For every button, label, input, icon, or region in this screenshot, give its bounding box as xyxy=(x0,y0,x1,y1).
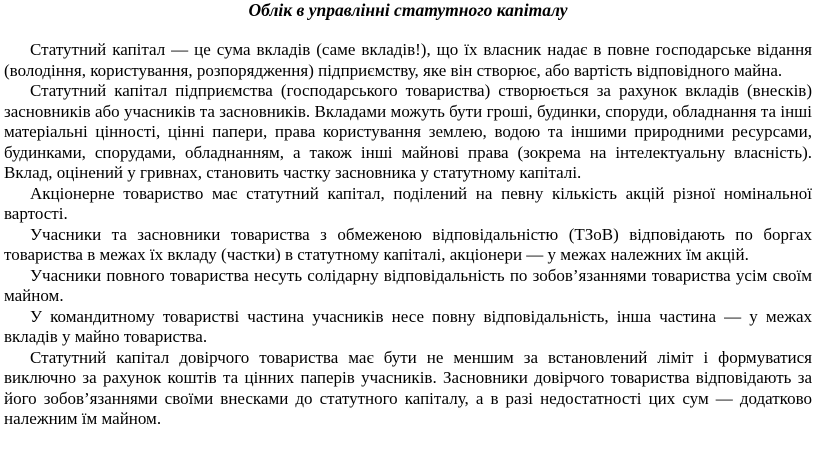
paragraph: Статутний капітал довірчого товариства має бути не меншим за встановлений ліміт і формуватися виключно за рахунок коштів та цінних паперів учасників. Засновники довірчого товариства відповідають за його зобов’язаннями своїми внесками до статутного капіталу, а в разі недостатності цих сум — додатково належним їм майном. xyxy=(4,347,812,428)
paragraph: Акціонерне товариство має статутний капітал, поділений на певну кількість акцій різної номінальної вартості. xyxy=(4,183,812,223)
document-title: Облік в управлінні статутного капіталу xyxy=(248,0,568,20)
document-body xyxy=(4,40,812,430)
paragraph: Учасники та засновники товариства з обмеженою відповідальністю (ТЗоВ) відповідають по боргах товариства в межах їх вкладу (частки) в статутному капіталі, акціонери — у межах належних їм акцій. xyxy=(4,224,812,264)
paragraph: У командитному товаристві частина учасників несе повну відповідальність, інша частина — у межах вкладів у майно товариства. xyxy=(4,306,812,346)
paragraph: Статутний капітал — це сума вкладів (саме вкладів!), що їх власник надає в повне господарське відання (володіння, користування, розпорядження) підприємству, яке він створює, або вартість відповідного майна. xyxy=(4,40,812,80)
paragraph: Статутний капітал підприємства (господарського товариства) створюється за рахунок вкладів (внесків) засновників або учасників та засновників. Вкладами можуть бути гроші, будинки, споруди, обладнання та інші матеріальні цінності, цінні папери, права користування землею, водою та іншими природними ресурсами, будинками, спорудами, обладнанням, а також інші майнові права (зокрема на інтелектуальну власність). Вклад, оцінений у гривнах, становить частку засновника у статутному капіталі. xyxy=(4,81,812,182)
paragraph: Учасники повного товариства несуть солідарну відповідальність по зобов’язаннями товариства усім своїм майном. xyxy=(4,265,812,305)
